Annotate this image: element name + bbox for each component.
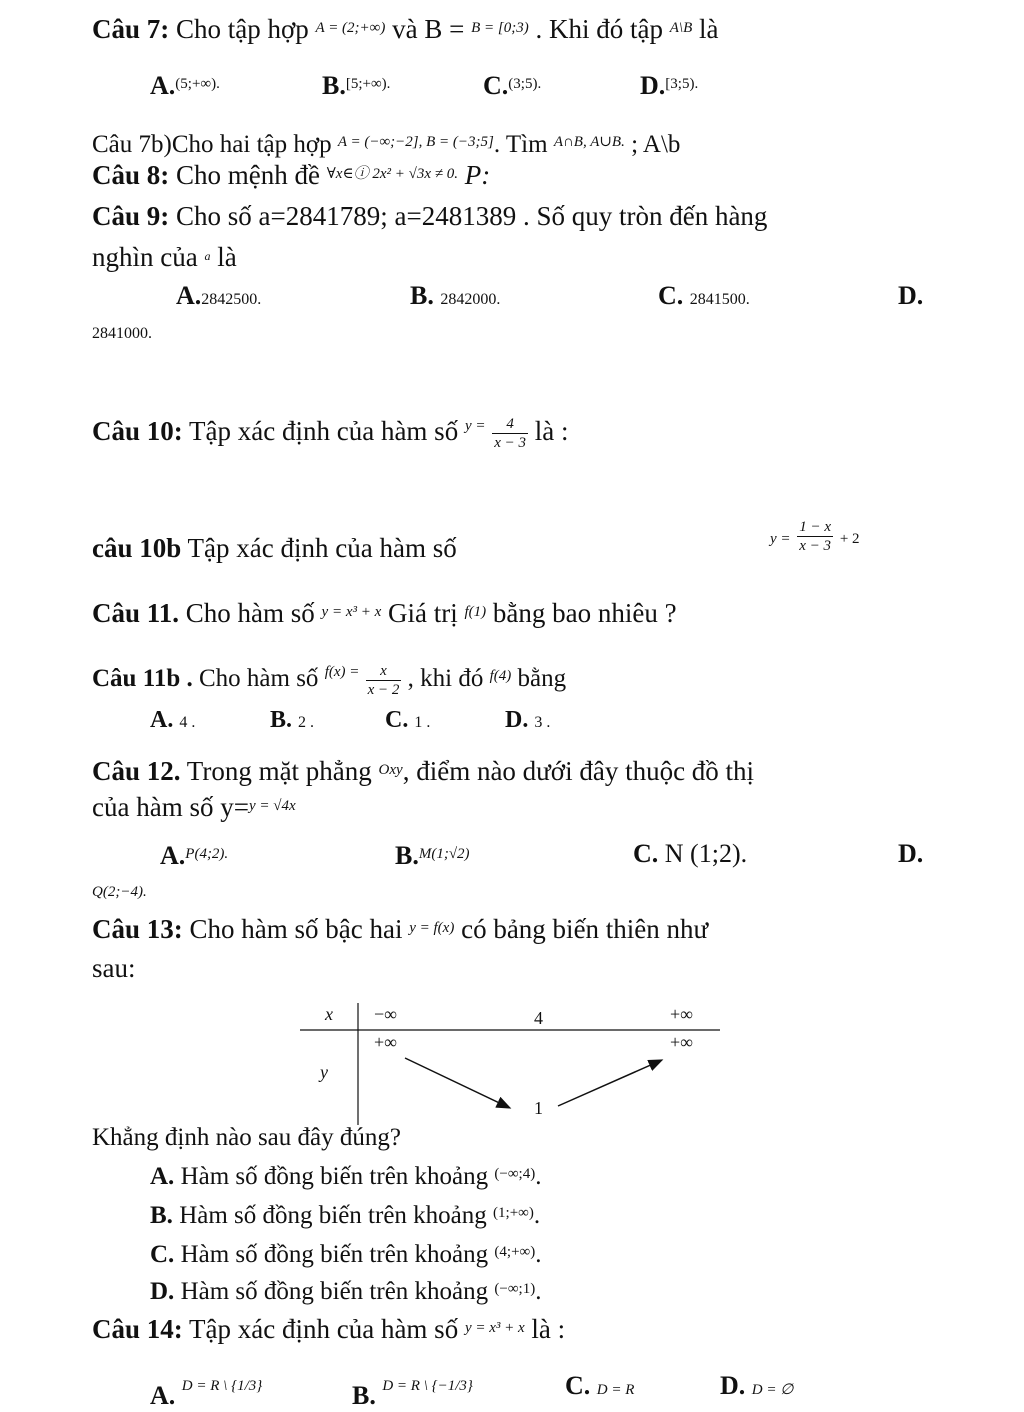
q13-text1: Cho hàm số bậc hai	[189, 914, 403, 944]
q11-text2: Giá trị	[388, 598, 458, 628]
q10-text1: Tập xác định của hàm số	[189, 416, 459, 446]
q7-line	[92, 12, 718, 45]
q8-p: P:	[464, 160, 491, 190]
q12-option-d-value[interactable]	[92, 876, 147, 910]
table-x-label: x	[325, 1004, 333, 1024]
option-text: Hàm số đồng biến trên khoảng	[180, 1241, 489, 1268]
option-letter: A.	[176, 281, 202, 310]
q12-option-d-letter[interactable]	[898, 838, 923, 870]
option-value: 3 .	[534, 714, 551, 731]
q14-text1: Tập xác định của hàm số	[189, 1314, 459, 1344]
q14-option-d[interactable]	[720, 1370, 793, 1406]
variation-table	[300, 1000, 720, 1125]
q10b-function	[770, 518, 860, 555]
q14-label: Câu 14:	[92, 1314, 183, 1344]
option-interval: (4;+∞)	[494, 1244, 536, 1260]
option-text: Hàm số đồng biến trên khoảng	[180, 1163, 489, 1190]
table-y-label: y	[320, 1062, 328, 1082]
option-value: Q(2;−4).	[92, 884, 147, 900]
q13-label: Câu 13:	[92, 914, 183, 944]
q10-fraction	[492, 415, 528, 452]
option-letter: C.	[565, 1371, 591, 1400]
q11-line	[92, 596, 677, 629]
q11b-fraction	[366, 662, 402, 699]
q12-line2	[92, 790, 296, 823]
q8-prop: ∀x∈ⓘ 2x² + √3x ≠ 0.	[326, 166, 458, 182]
q13-line1	[92, 912, 708, 945]
option-letter: B.	[410, 281, 434, 310]
option-letter: A.	[150, 71, 176, 100]
q14-option-c[interactable]	[565, 1370, 634, 1406]
option-end: .	[535, 1163, 542, 1190]
q9-option-d-value[interactable]	[92, 314, 152, 350]
q11b-option-b[interactable]	[270, 704, 314, 739]
q9-line1	[92, 200, 767, 232]
q12-plane: Oxy	[378, 762, 403, 778]
q9-var: a	[204, 249, 211, 263]
q11b-text3: bằng	[517, 665, 567, 692]
q13-text3: sau:	[92, 953, 136, 983]
q7b-sets: A = (−∞;−2], B = (−3;5]	[337, 134, 494, 150]
q13-question	[92, 1122, 401, 1154]
option-letter: B.	[352, 1381, 376, 1410]
increasing-arrow	[558, 1060, 662, 1106]
q7-text3: . Khi đó tập	[535, 14, 663, 44]
q9-text1: Cho số a=2841789; a=2481389 . Số quy tròn đến hàng	[176, 201, 768, 231]
option-letter: C.	[385, 707, 409, 733]
option-interval: (−∞;4)	[494, 1166, 536, 1182]
q12-text3: của hàm số y=	[92, 792, 249, 822]
q7-text4: là	[698, 14, 719, 44]
q10b-den: x − 3	[799, 538, 832, 555]
q7b-text2: . Tìm	[493, 131, 548, 158]
option-end: .	[533, 1202, 541, 1229]
q11b-text2: , khi đó	[407, 665, 484, 692]
q10-line	[92, 410, 569, 452]
q11-val: f(1)	[464, 604, 487, 620]
q13-line2	[92, 952, 136, 984]
q7b-text3: ; A\b	[631, 131, 681, 158]
q13-option-a[interactable]	[150, 1158, 541, 1193]
option-value: 4 .	[179, 714, 196, 731]
q12-label: Câu 12.	[92, 756, 181, 786]
option-letter: D.	[720, 1371, 746, 1400]
q12-line1	[92, 754, 754, 787]
q7-option-a[interactable]	[150, 68, 220, 102]
q7-option-d[interactable]	[640, 68, 698, 102]
q9-option-c[interactable]	[658, 280, 750, 316]
q14-text2: là :	[531, 1314, 566, 1344]
option-letter: A.	[150, 1381, 176, 1410]
option-interval: (−∞;1)	[494, 1281, 536, 1297]
option-value: 2841000.	[92, 325, 152, 342]
q13-option-b[interactable]	[150, 1197, 540, 1232]
q9-text2: nghìn của	[92, 242, 198, 272]
q14-fn: y = x³ + x	[464, 1320, 525, 1336]
table-x-right: +∞	[670, 1004, 693, 1024]
option-letter: C.	[633, 839, 659, 868]
q12-option-c[interactable]	[633, 838, 747, 870]
option-letter: D.	[150, 1278, 175, 1305]
option-letter: A.	[150, 1163, 175, 1190]
option-letter: B.	[150, 1202, 173, 1229]
q11b-option-c[interactable]	[385, 704, 430, 739]
q10b-text1: Tập xác định của hàm số	[187, 533, 457, 563]
table-y-left: +∞	[374, 1032, 397, 1052]
option-letter: B.	[270, 707, 293, 733]
q11-text3: bằng bao nhiêu ?	[492, 598, 677, 628]
q8-text1: Cho mệnh đề	[176, 160, 320, 190]
q9-label: Câu 9:	[92, 201, 170, 231]
q7-setA: A = (2;+∞)	[315, 20, 386, 36]
option-letter: C.	[658, 281, 684, 310]
option-letter: D.	[640, 71, 666, 100]
q7-text2: và B =	[392, 14, 465, 44]
q7-setB: B = [0;3)	[471, 20, 529, 36]
q9-option-a[interactable]	[176, 280, 261, 316]
option-value: D = R \ {−1/3}	[382, 1378, 473, 1394]
q14-line	[92, 1312, 565, 1345]
option-value: [5;+∞).	[345, 76, 391, 92]
option-value: P(4;2).	[185, 846, 229, 862]
q11b-fn-lhs: f(x) =	[324, 664, 360, 680]
q13-option-c[interactable]	[150, 1236, 541, 1271]
q11b-option-a[interactable]	[150, 704, 195, 739]
q12-fn: y = √4x	[248, 798, 296, 814]
q7-diff: A\B	[669, 20, 693, 36]
q11b-label: Câu 11b .	[92, 665, 193, 692]
q7b-line	[92, 126, 680, 161]
option-value: 2842000.	[440, 291, 501, 308]
option-letter: C.	[483, 71, 509, 100]
option-letter: A.	[160, 841, 186, 870]
variation-table-lines	[300, 1000, 720, 1125]
option-value: 2 .	[298, 714, 315, 731]
option-letter: B.	[322, 71, 346, 100]
option-text: Hàm số đồng biến trên khoảng	[179, 1202, 487, 1229]
q7-text1: Cho tập hợp	[176, 14, 309, 44]
q12-text2: , điểm nào dưới đây thuộc đồ thị	[402, 756, 755, 786]
q7b-ops: A∩B, A∪B.	[553, 134, 625, 150]
q12-option-b[interactable]	[395, 838, 470, 872]
q7b-text1: Câu 7b)Cho hai tập hợp	[92, 131, 332, 158]
table-y-min: 1	[534, 1098, 543, 1118]
option-value: [3;5).	[665, 76, 699, 92]
q7-option-c[interactable]	[483, 68, 541, 102]
option-end: .	[535, 1241, 542, 1268]
q11-label: Câu 11.	[92, 598, 180, 628]
option-text: Hàm số đồng biến trên khoảng	[180, 1278, 489, 1305]
q10-text2: là :	[534, 416, 569, 446]
option-letter: A.	[150, 707, 174, 733]
q10b-fraction	[797, 518, 833, 555]
q10-label: Câu 10:	[92, 416, 183, 446]
q9-line2	[92, 240, 237, 273]
table-x-mid: 4	[534, 1008, 543, 1028]
q10b-num: 1 − x	[799, 519, 832, 536]
option-value: D = R	[596, 1382, 635, 1398]
q10b-fn-rhs: + 2	[839, 531, 860, 547]
option-value: N (1;2).	[664, 839, 748, 868]
q7-label: Câu 7:	[92, 14, 170, 44]
decreasing-arrow	[405, 1058, 510, 1108]
q9-text3: là	[217, 242, 237, 272]
option-value: (5;+∞).	[175, 76, 220, 92]
q10b-fn-lhs: y =	[770, 531, 791, 547]
q10b-label: câu 10b	[92, 533, 182, 563]
q8-label: Câu 8:	[92, 160, 170, 190]
q11b-den: x − 2	[367, 681, 400, 698]
q13-text2: có bảng biến thiên như	[461, 914, 709, 944]
q11b-line	[92, 656, 566, 699]
q11b-option-d[interactable]	[505, 704, 550, 739]
option-value: M(1;√2)	[418, 846, 470, 862]
option-letter: C.	[150, 1241, 175, 1268]
option-value: 2841500.	[689, 291, 750, 308]
table-y-right: +∞	[670, 1032, 693, 1052]
option-interval: (1;+∞)	[493, 1205, 534, 1221]
q11b-num: x	[366, 662, 402, 681]
q11b-val: f(4)	[489, 668, 512, 684]
option-value: 1 .	[414, 714, 431, 731]
q10-den: x − 3	[494, 435, 526, 452]
table-x-left: −∞	[374, 1004, 397, 1024]
q11-fn: y = x³ + x	[321, 604, 382, 620]
q9-option-d-letter[interactable]	[898, 280, 923, 312]
q14-option-a[interactable]	[150, 1370, 262, 1412]
q13-fn: y = f(x)	[409, 920, 455, 936]
q12-option-a[interactable]	[160, 838, 228, 872]
option-value: (3;5).	[508, 76, 542, 92]
q10-num: 4	[492, 415, 528, 434]
option-value: 2842500.	[201, 291, 262, 308]
option-letter: D.	[898, 281, 924, 310]
q9-option-b[interactable]	[410, 280, 500, 316]
option-value: D = R \ {1/3}	[181, 1378, 263, 1394]
option-letter: D.	[898, 839, 924, 868]
option-letter: D.	[505, 707, 529, 733]
q13-question-text: Khẳng định nào sau đây đúng?	[92, 1124, 401, 1151]
option-end: .	[535, 1278, 542, 1305]
q11-text1: Cho hàm số	[185, 598, 315, 628]
q10b-line	[92, 532, 457, 564]
q12-text1: Trong mặt phẳng	[186, 756, 372, 786]
q11b-text1: Cho hàm số	[198, 665, 319, 692]
option-value: D = ∅	[751, 1382, 794, 1398]
q14-option-b[interactable]	[352, 1370, 473, 1412]
q8-line	[92, 158, 490, 191]
q7-option-b[interactable]	[322, 68, 390, 102]
option-letter: B.	[395, 841, 419, 870]
q10-fn-lhs: y =	[464, 418, 486, 434]
q13-option-d[interactable]	[150, 1273, 541, 1308]
